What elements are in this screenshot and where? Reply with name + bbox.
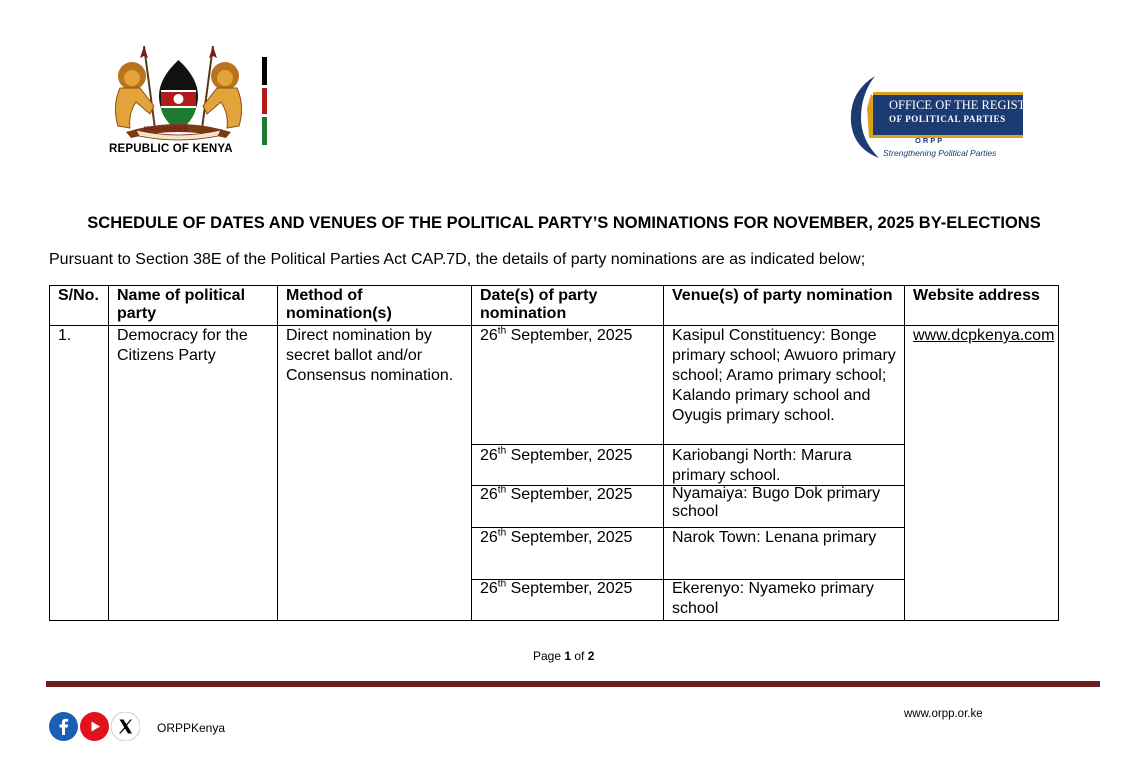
footer-rule — [46, 681, 1100, 687]
row-divider-1 — [471, 444, 904, 445]
table-border-right — [1058, 285, 1059, 621]
header-method: Method of nomination(s) — [286, 287, 392, 322]
header-party-name: Name of political party — [117, 287, 246, 322]
col-divider-2 — [277, 285, 278, 621]
nominations-table — [49, 285, 1059, 621]
page-total: 2 — [587, 649, 595, 663]
col-divider-5 — [904, 285, 905, 621]
date-suffix: th — [497, 527, 507, 539]
social-handle: ORPPKenya — [157, 721, 226, 735]
cell-sno: 1. — [58, 327, 72, 344]
orpp-tagline: Strengthening Political Parties — [883, 148, 997, 158]
date-suffix: th — [497, 325, 507, 337]
date-cell-3 — [480, 485, 632, 505]
date-cell-2 — [480, 446, 632, 466]
date-suffix: th — [497, 484, 507, 496]
venue-cell-2: Kariobangi North: Marura primary school. — [672, 447, 852, 484]
orpp-abbrev: ORPP — [915, 136, 945, 145]
date-cell-1 — [480, 326, 632, 346]
kenya-coat-of-arms — [106, 44, 251, 156]
intro-paragraph: Pursuant to Section 38E of the Political Parties Act CAP.7D, the details of party nominations are as indicated below; — [49, 251, 866, 268]
document-title: SCHEDULE OF DATES AND VENUES OF THE POLITICAL PARTY’S NOMINATIONS FOR NOVEMBER, 2025 BY-ELECTIONS — [87, 214, 1041, 232]
cell-party-name: Democracy for the Citizens Party — [117, 327, 248, 364]
page-number — [533, 649, 594, 663]
youtube-icon[interactable] — [80, 712, 109, 741]
orpp-title-line1: OFFICE OF THE REGISTRAR — [889, 98, 1051, 112]
date-day: 26 — [480, 327, 498, 344]
kenya-flag-bar — [262, 57, 267, 145]
page-prefix: Page — [533, 649, 565, 663]
date-rest: September, 2025 — [506, 486, 633, 503]
header-sno: S/No. — [58, 287, 99, 304]
date-day: 26 — [480, 529, 498, 546]
republic-of-kenya-label: REPUBLIC OF KENYA — [109, 143, 233, 155]
date-rest: September, 2025 — [506, 529, 633, 546]
date-suffix: th — [497, 578, 507, 590]
page-current: 1 — [564, 649, 572, 663]
date-cell-5 — [480, 579, 632, 599]
date-day: 26 — [480, 447, 498, 464]
venue-cell-3: Nyamaiya: Bugo Dok primary school — [672, 485, 881, 520]
date-rest: September, 2025 — [506, 580, 633, 597]
date-rest: September, 2025 — [506, 327, 633, 344]
table-border-top — [49, 285, 1059, 286]
page-of: of — [571, 649, 588, 663]
orpp-banner — [873, 92, 1051, 138]
venue-cell-5: Ekerenyo: Nyameko primary school — [672, 580, 874, 617]
date-cell-4 — [480, 528, 632, 548]
orpp-title-line2: OF POLITICAL PARTIES — [889, 114, 1006, 124]
party-website-link[interactable]: www.dcpkenya.com — [913, 327, 1055, 344]
orpp-logo — [845, 74, 1051, 162]
venue-cell-1: Kasipul Constituency: Bonge primary school; Awuoro primary school; Aramo primary school; Kalando primary school and Oyugis primary school. — [672, 327, 896, 424]
cell-method: Direct nomination by secret ballot and/or Consensus nomination. — [286, 327, 454, 384]
coat-motto: HARAMBEE — [144, 126, 189, 133]
table-border-left — [49, 285, 50, 621]
header-venues: Venue(s) of party nomination — [672, 287, 893, 304]
col-divider-3 — [471, 285, 472, 621]
date-day: 26 — [480, 486, 498, 503]
date-day: 26 — [480, 580, 498, 597]
table-border-bottom — [49, 620, 1059, 621]
header-dates: Date(s) of party nomination — [480, 287, 598, 322]
col-divider-1 — [108, 285, 109, 621]
date-suffix: th — [497, 445, 507, 457]
date-rest: September, 2025 — [506, 447, 633, 464]
col-divider-4 — [663, 285, 664, 621]
header-website: Website address — [913, 287, 1040, 304]
orpp-website[interactable]: www.orpp.or.ke — [904, 708, 983, 720]
venue-cell-4: Narok Town: Lenana primary — [672, 529, 877, 546]
facebook-icon[interactable] — [49, 712, 78, 741]
x-icon[interactable] — [111, 712, 140, 741]
